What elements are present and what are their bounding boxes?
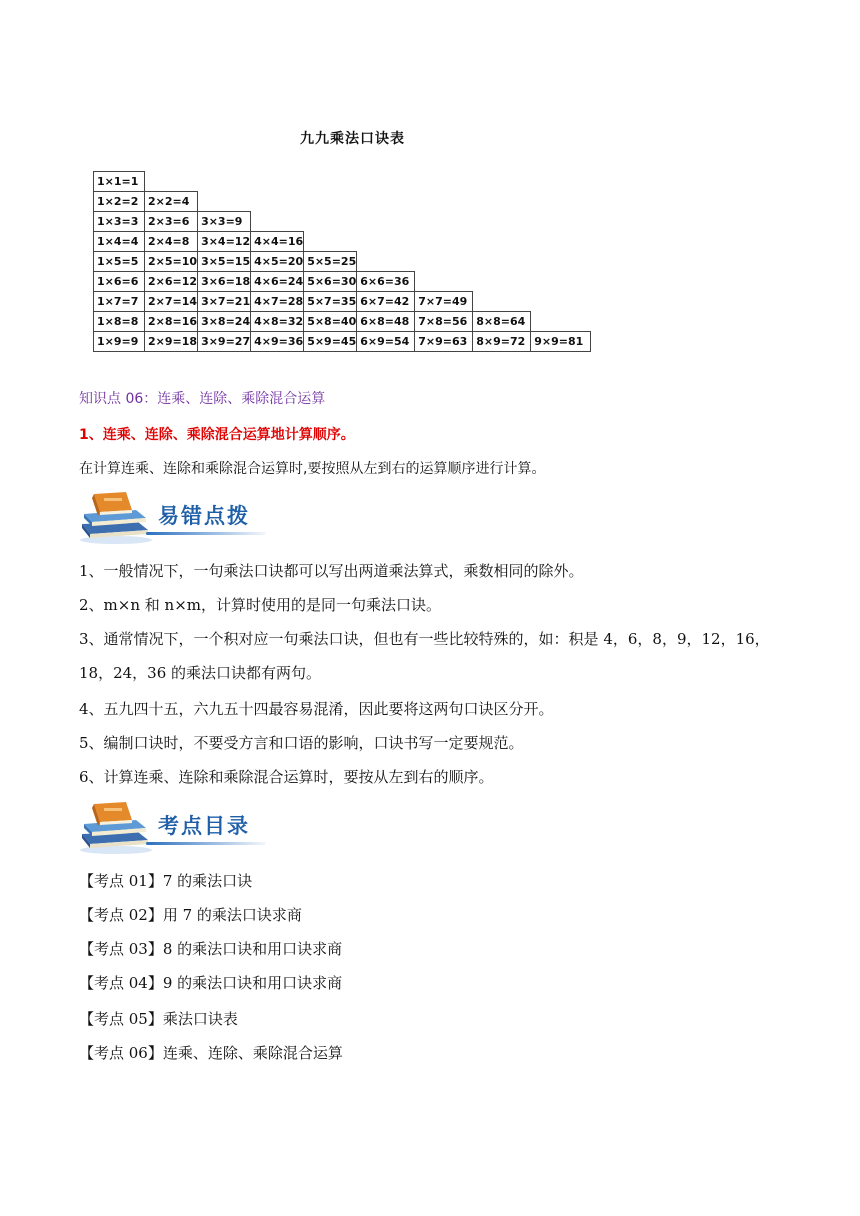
error-item: 2、m×n 和 n×m，计算时使用的是同一句乘法口诀。	[79, 596, 441, 614]
empty-cell	[531, 232, 591, 252]
table-cell: 5×7=35	[304, 292, 357, 312]
error-item: 6、计算连乘、连除和乘除混合运算时，要按从左到右的顺序。	[79, 768, 494, 786]
catalog-item: 【考点 04】9 的乘法口诀和用口诀求商	[79, 974, 343, 992]
table-cell: 2×7=14	[145, 292, 198, 312]
table-row	[94, 272, 591, 292]
table-cell: 3×9=27	[198, 332, 251, 352]
empty-cell	[145, 172, 198, 192]
table-cell: 5×6=30	[304, 272, 357, 292]
table-cell: 6×6=36	[357, 272, 415, 292]
catalog-item: 【考点 05】乘法口诀表	[79, 1010, 238, 1028]
table-cell: 7×7=49	[415, 292, 473, 312]
empty-cell	[531, 172, 591, 192]
knowledge-point-subheading: 1、连乘、连除、乘除混合运算地计算顺序。	[79, 427, 355, 443]
table-cell: 8×8=64	[473, 312, 531, 332]
table-row	[94, 332, 591, 352]
catalog-item: 【考点 03】8 的乘法口诀和用口诀求商	[79, 940, 343, 958]
catalog-item: 【考点 06】连乘、连除、乘除混合运算	[79, 1044, 343, 1062]
catalog-item: 【考点 02】用 7 的乘法口诀求商	[79, 906, 302, 924]
table-cell: 5×5=25	[304, 252, 357, 272]
empty-cell	[473, 292, 531, 312]
table-cell: 1×2=2	[94, 192, 145, 212]
error-item: 3、通常情况下，一个积对应一句乘法口诀，但也有一些比较特殊的，如：积是 4，6，8，9，12，16，	[79, 630, 770, 648]
errors-banner	[76, 488, 276, 544]
empty-cell	[531, 252, 591, 272]
table-row	[94, 212, 591, 232]
table-cell: 1×5=5	[94, 252, 145, 272]
empty-cell	[357, 212, 415, 232]
empty-cell	[357, 192, 415, 212]
table-cell: 3×7=21	[198, 292, 251, 312]
table-cell: 4×6=24	[251, 272, 304, 292]
empty-cell	[531, 192, 591, 212]
empty-cell	[304, 232, 357, 252]
table-cell: 4×4=16	[251, 232, 304, 252]
table-row	[94, 192, 591, 212]
knowledge-point-text: 在计算连乘、连除和乘除混合运算时,要按照从左到右的运算顺序进行计算。	[79, 461, 546, 477]
error-item: 4、五九四十五，六九五十四最容易混淆，因此要将这两句口诀区分开。	[79, 700, 554, 718]
empty-cell	[304, 172, 357, 192]
table-cell: 2×4=8	[145, 232, 198, 252]
table-cell: 1×4=4	[94, 232, 145, 252]
table-cell: 2×9=18	[145, 332, 198, 352]
empty-cell	[198, 192, 251, 212]
banner-underline	[146, 842, 266, 845]
empty-cell	[198, 172, 251, 192]
table-cell: 4×5=20	[251, 252, 304, 272]
empty-cell	[251, 212, 304, 232]
stacked-books-icon	[76, 488, 156, 544]
empty-cell	[415, 252, 473, 272]
table-cell: 2×6=12	[145, 272, 198, 292]
empty-cell	[251, 192, 304, 212]
catalog-section-title: 考点目录	[158, 813, 250, 838]
table-cell: 3×5=15	[198, 252, 251, 272]
empty-cell	[415, 272, 473, 292]
table-cell: 6×8=48	[357, 312, 415, 332]
table-row	[94, 252, 591, 272]
empty-cell	[304, 192, 357, 212]
empty-cell	[304, 212, 357, 232]
empty-cell	[531, 272, 591, 292]
table-cell: 7×9=63	[415, 332, 473, 352]
empty-cell	[251, 172, 304, 192]
empty-cell	[473, 192, 531, 212]
empty-cell	[473, 252, 531, 272]
error-item: 1、一般情况下，一句乘法口诀都可以写出两道乘法算式，乘数相同的除外。	[79, 562, 584, 580]
table-cell: 8×9=72	[473, 332, 531, 352]
empty-cell	[357, 232, 415, 252]
stacked-books-icon	[76, 798, 156, 854]
empty-cell	[473, 212, 531, 232]
knowledge-point-heading: 知识点 06：连乘、连除、乘除混合运算	[79, 391, 326, 407]
table-cell: 4×8=32	[251, 312, 304, 332]
catalog-banner	[76, 798, 276, 854]
multiplication-table	[93, 171, 591, 352]
error-item: 5、编制口诀时，不要受方言和口语的影响，口诀书写一定要规范。	[79, 734, 524, 752]
table-title: 九九乘法口诀表	[300, 131, 405, 147]
table-cell: 1×8=8	[94, 312, 145, 332]
table-cell: 5×9=45	[304, 332, 357, 352]
empty-cell	[473, 172, 531, 192]
empty-cell	[531, 292, 591, 312]
table-row	[94, 232, 591, 252]
table-cell: 6×7=42	[357, 292, 415, 312]
empty-cell	[473, 272, 531, 292]
table-cell: 2×8=16	[145, 312, 198, 332]
table-cell: 3×4=12	[198, 232, 251, 252]
table-cell: 1×1=1	[94, 172, 145, 192]
empty-cell	[415, 192, 473, 212]
table-cell: 1×9=9	[94, 332, 145, 352]
table-cell: 1×6=6	[94, 272, 145, 292]
table-cell: 2×3=6	[145, 212, 198, 232]
banner-underline	[146, 532, 266, 535]
table-cell: 6×9=54	[357, 332, 415, 352]
table-cell: 4×9=36	[251, 332, 304, 352]
empty-cell	[473, 232, 531, 252]
table-cell: 4×7=28	[251, 292, 304, 312]
table-cell: 9×9=81	[531, 332, 591, 352]
table-cell: 2×5=10	[145, 252, 198, 272]
error-item: 18，24，36 的乘法口诀都有两句。	[79, 664, 322, 682]
table-cell: 3×6=18	[198, 272, 251, 292]
table-cell: 1×3=3	[94, 212, 145, 232]
empty-cell	[531, 312, 591, 332]
table-cell: 2×2=4	[145, 192, 198, 212]
empty-cell	[357, 172, 415, 192]
table-row	[94, 292, 591, 312]
table-row	[94, 172, 591, 192]
empty-cell	[531, 212, 591, 232]
catalog-item: 【考点 01】7 的乘法口诀	[79, 872, 253, 890]
table-cell: 1×7=7	[94, 292, 145, 312]
table-cell: 3×3=9	[198, 212, 251, 232]
empty-cell	[415, 212, 473, 232]
table-cell: 3×8=24	[198, 312, 251, 332]
table-cell: 7×8=56	[415, 312, 473, 332]
empty-cell	[415, 172, 473, 192]
table-row	[94, 312, 591, 332]
errors-section-title: 易错点拨	[158, 503, 250, 528]
empty-cell	[415, 232, 473, 252]
table-cell: 5×8=40	[304, 312, 357, 332]
empty-cell	[357, 252, 415, 272]
